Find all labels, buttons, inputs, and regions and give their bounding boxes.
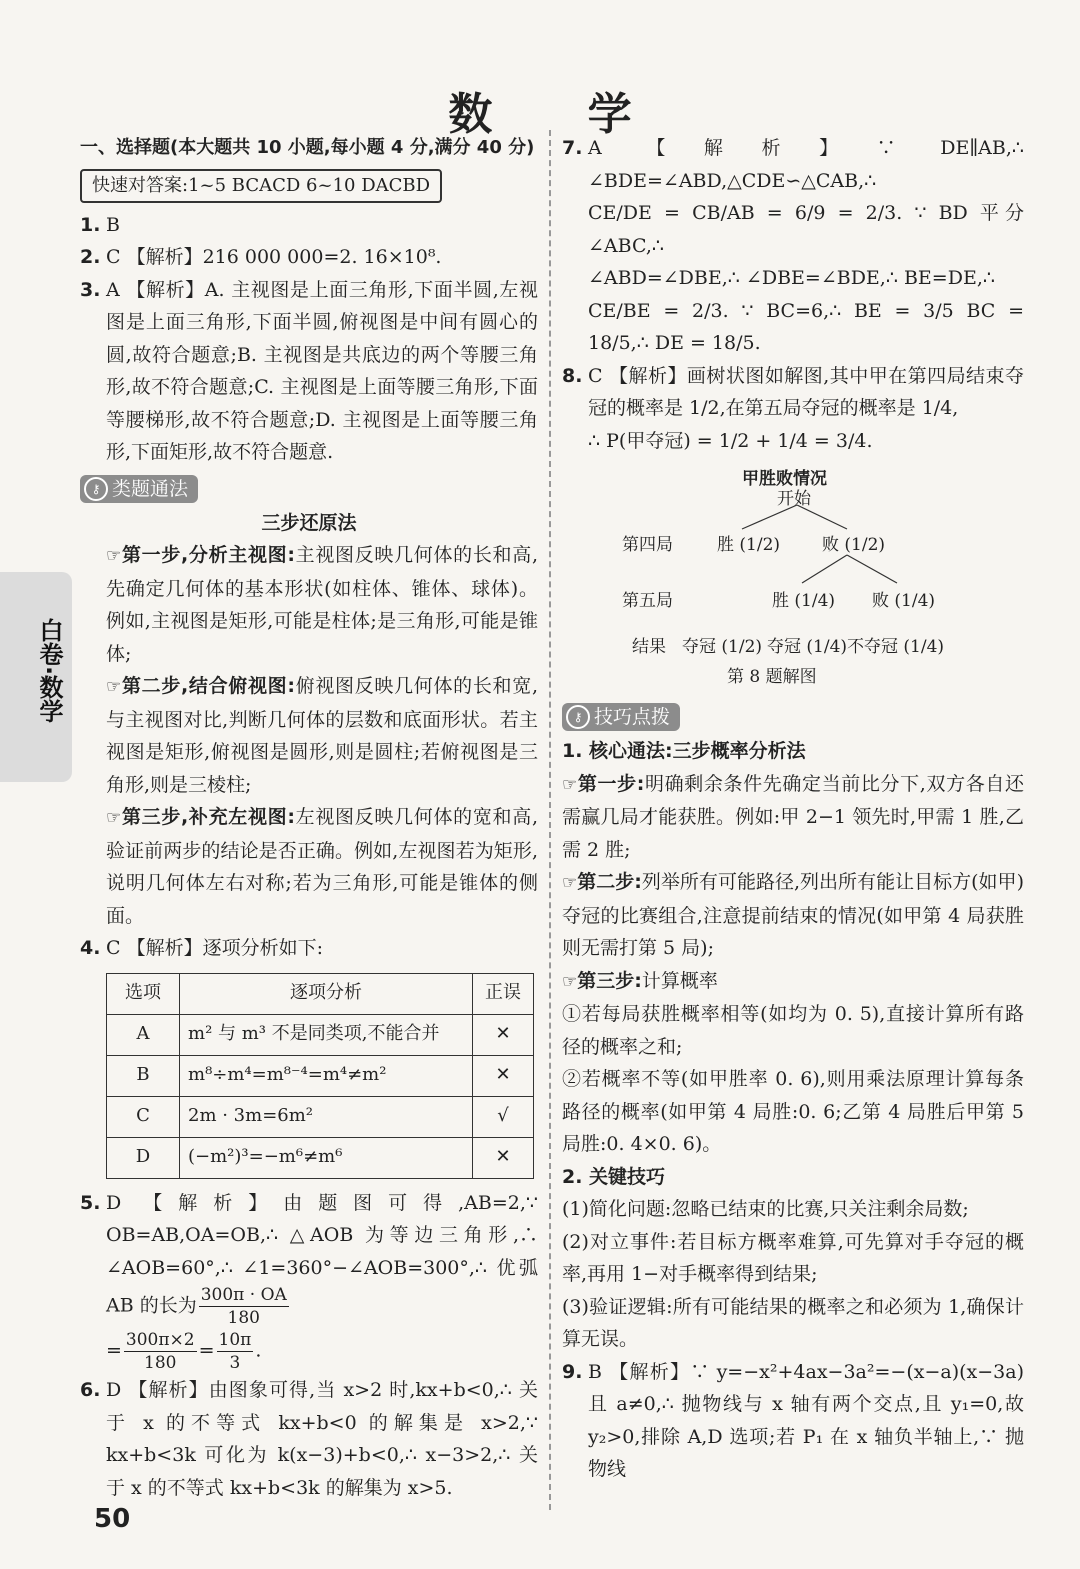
tree-res3: 不夺冠 (1/4) (847, 637, 945, 657)
left-column (80, 132, 538, 1504)
tag-method: ⚷ 类题通法 (80, 475, 198, 503)
page-number: 50 (94, 1504, 131, 1534)
question-7-line3: ∠ABD=∠DBE,∴ ∠DBE=∠BDE,∴ BE=DE,∴ (588, 267, 995, 289)
pointing-hand-icon: ☞ (106, 546, 122, 566)
tip-step-1: ☞第一步:明确剩余条件先确定当前比分下,双方各自还需赢几局才能获胜。例如:甲 2−1 领先时,甲需 1 胜,乙需 2 胜; (562, 772, 1024, 861)
tip-step-2: ☞第二步:列举所有可能路径,列出所有能让目标方(如甲)夺冠的比赛组合,注意提前结束的情况(如甲第 4 局获胜则无需打第 5 局); (562, 871, 1024, 959)
question-5: 5. D 【解析】由题图可得,AB=2,∵ OB=AB,OA=OB,∴ △AOB 为等边三角形,∴ ∠AOB=60°,∴ ∠1=360°−∠AOB=300°,∴ 优弧 AB 的长为 $\frac{300\pi \cdot OA}{180}$ (80, 1191, 538, 1328)
table-row: A m² 与 m³ 不是同类项,不能合并 ✕ (107, 1014, 534, 1055)
tree-round5: 第五局 (622, 591, 673, 611)
pointing-hand-icon: ☞ (562, 774, 578, 795)
page-title: 数 学 (448, 89, 672, 140)
tree-res2: 夺冠 (1/4) (767, 637, 848, 657)
question-6: 6. D 【解析】由图象可得,当 x>2 时,kx+b<0,∴ 关于 x 的不等式 kx+b<0 的解集是 x>2,∵ kx+b<3k 可化为 k(x−3)+b<0,∴ x−3>2,∴ 关于 x 的不等式 kx+b<3k 的解集为 x>5. (80, 1379, 538, 1499)
tip-2-title: 2. 关键技巧 (562, 1165, 666, 1188)
right-column (562, 132, 1024, 1486)
tree-result: 结果 (632, 637, 666, 657)
tree-win4: 胜 (1/2) (717, 535, 781, 555)
tree-round4: 第四局 (622, 535, 673, 555)
section-title: 一、选择题(本大题共 10 小题,每小题 4 分,满分 40 分) (80, 137, 535, 158)
pointing-hand-icon: ☞ (106, 677, 122, 697)
question-1: 1. B (80, 213, 120, 236)
pointing-hand-icon: ☞ (106, 808, 122, 828)
pointing-hand-icon: ☞ (562, 971, 578, 992)
key-icon: ⚷ (84, 477, 108, 501)
table-header: 正误 (473, 973, 534, 1014)
key-icon: ⚷ (566, 705, 590, 729)
side-tab-label: 白卷·数学 (35, 618, 63, 724)
question-3: 3. A 【解析】A. 主视图是上面三角形,下面半圆,左视图是上面三角形,下面半圆,俯视图是中间有圆心的圆,故符合题意;B. 主视图是共底边的两个等腰三角形,故不符合题意;C. 主视图是上面等腰三角形,下面等腰梯形,故不符合题意;D. 主视图是上面等腰三角形,下面矩形,故不符合题意. (80, 278, 538, 463)
method-title: 三步还原法 (261, 511, 357, 534)
pointing-hand-icon: ☞ (562, 873, 578, 893)
step-1: ☞第一步,分析主视图:主视图反映几何体的长和高,先确定几何体的基本形状(如柱体、锥体、球体)。例如,主视图是矩形,可能是柱体;是三角形,可能是锥体; (106, 544, 538, 665)
question-7-line2: CE/DE = CB/AB = 6/9 = 2/3. ∵ BD 平分∠ABC,∴ (588, 202, 1024, 257)
tip-2b: (2)对立事件:若目标方概率难算,可先算对手夺冠的概率,再用 1−对手概率得到结果; (562, 1230, 1024, 1285)
tree-lose5: 败 (1/4) (872, 591, 936, 611)
tip-1-title: 1. 核心通法:三步概率分析法 (562, 740, 806, 762)
tree-title: 甲胜败情况 (742, 469, 827, 489)
step-2: ☞第二步,结合俯视图:俯视图反映几何体的长和宽,与主视图对比,判断几何体的层数和底面形状。若主视图是矩形,俯视图是圆形,则是圆柱;若俯视图是三角形,则是三棱柱; (106, 675, 538, 796)
column-divider (549, 130, 551, 1510)
tree-start: 开始 (777, 489, 811, 509)
analysis-table (106, 973, 534, 1179)
question-9: 9. B 【解析】∵ y=−x²+4ax−3a²=−(x−a)(x−3a)且 a≠0,∴ 抛物线与 x 轴有两个交点,且 y₁=0,故 y₂>0,排除 A,D 选项;若 P₁ 在 x 轴负半轴上,∵ 抛物线 (562, 1360, 1024, 1480)
tip-step-3: ☞第三步:计算概率 (562, 969, 718, 992)
table-row: D (−m²)³=−m⁶≠m⁶ ✕ (107, 1137, 534, 1178)
question-4: 4. C 【解析】逐项分析如下: (80, 937, 323, 959)
question-8: 8. C 【解析】画树状图如解图,其中甲在第四局结束夺冠的概率是 1/2,在第五局夺冠的概率是 1/4, (562, 364, 1024, 419)
table-row: C 2m · 3m=6m² √ (107, 1096, 534, 1137)
tag-tips: ⚷ 技巧点拨 (562, 703, 680, 731)
question-2: 2. C 【解析】216 000 000=2. 16×10⁸. (80, 246, 442, 268)
tip-2c: (3)验证逻辑:所有可能结果的概率之和必须为 1,确保计算无误。 (562, 1295, 1024, 1350)
tree-lose4: 败 (1/2) (822, 535, 886, 555)
quick-answer-box: 快速对答案:1~5 BCACD 6~10 DACBD (80, 169, 442, 203)
question-7-line4: CE/BE = 2/3. ∵ BC=6,∴ BE = 3/5 BC = 18/5,∴ DE = 18/5. (588, 299, 1024, 354)
question-7: 7. A 【解析】∵ DE∥AB,∴ ∠BDE=∠ABD,△CDE∽△CAB,∴ (562, 137, 1024, 192)
tip-step-3b: ②若概率不等(如甲胜率 0. 6),则用乘法原理计算每条路径的概率(如甲第 4 局胜:0. 6;乙第 4 局胜后甲第 5 局胜:0. 4×0. 6)。 (562, 1068, 1024, 1155)
step-3: ☞第三步,补充左视图:左视图反映几何体的宽和高,验证前两步的结论是否正确。例如,左视图若为矩形,说明几何体左右对称;若为三角形,可能是锥体的侧面。 (106, 806, 538, 927)
tree-res1: 夺冠 (1/2) (682, 637, 763, 657)
table-row: B m⁸÷m⁴=m⁸⁻⁴=m⁴≠m² ✕ (107, 1055, 534, 1096)
tree-caption: 第 8 题解图 (727, 667, 817, 687)
question-5-result: = $\frac{300\pi\times 2}{180}$ = $\frac{10\pi}{3}$ . (106, 1330, 262, 1373)
tip-2a: (1)简化问题:忽略已结束的比赛,只关注剩余局数; (562, 1198, 969, 1220)
tree-win5: 胜 (1/4) (772, 591, 836, 611)
question-8-line2: ∴ P(甲夺冠) = 1/2 + 1/4 = 3/4. (588, 429, 873, 452)
table-header: 逐项分析 (180, 973, 473, 1014)
table-header: 选项 (107, 973, 180, 1014)
probability-tree (582, 463, 1022, 693)
tip-step-3a: ①若每局获胜概率相等(如均为 0. 5),直接计算所有路径的概率之和; (562, 1003, 1024, 1058)
